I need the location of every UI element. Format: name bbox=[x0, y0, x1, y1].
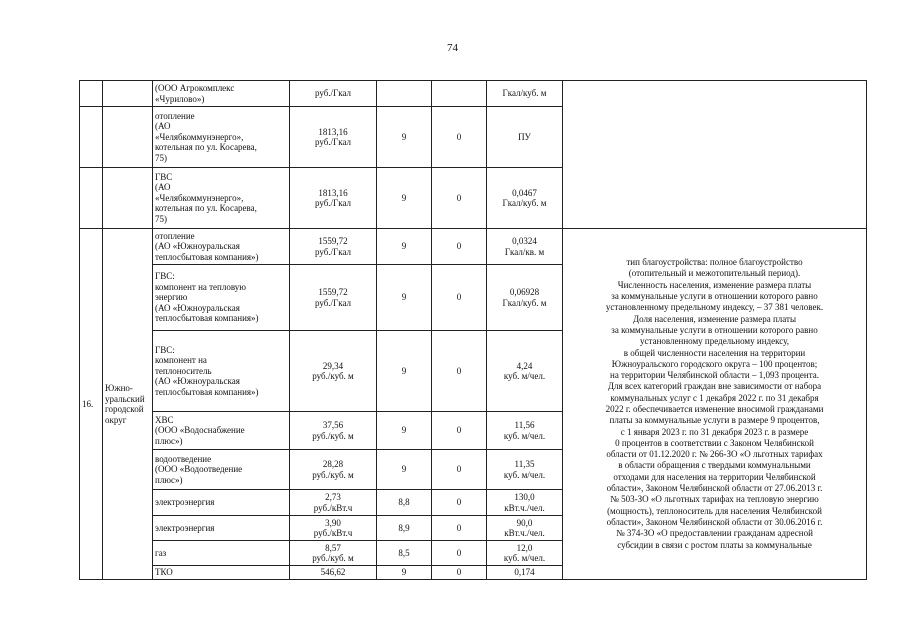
service-name-cell-line: плюс») bbox=[155, 435, 183, 446]
note-cell-line: за коммунальные услуги в отношении которого равно bbox=[611, 324, 818, 335]
tariff-cell-line: 546,62 bbox=[320, 567, 346, 578]
tariff-cell-line: 1813,16 bbox=[318, 126, 348, 137]
volume-cell-line: 130,0 bbox=[514, 492, 535, 502]
table-row bbox=[80, 81, 867, 107]
tariff-cell bbox=[290, 490, 377, 516]
note-cell-line: Доля населения, изменение размера платы bbox=[632, 313, 797, 324]
tariff-cell-line: руб./Гкал bbox=[314, 198, 352, 208]
note-cell-line: Численность населения, изменение размера платы bbox=[617, 279, 812, 290]
service-name-cell-line: отопление bbox=[155, 230, 195, 241]
note-cell-line: коммунальных услуг с 1 декабря 2022 г. по 31 декабря bbox=[610, 392, 819, 403]
tariff-cell-line: 1559,72 bbox=[318, 236, 348, 246]
volume-cell bbox=[487, 229, 563, 265]
volume-cell-line: Гкал/куб. м bbox=[502, 88, 547, 99]
note-cell-line: субсидии в связи с ростом платы за коммунальные bbox=[617, 539, 812, 550]
index-cell: 9 bbox=[377, 412, 432, 450]
tariff-cell bbox=[290, 516, 377, 541]
service-name-cell-line: ГВС: bbox=[155, 344, 175, 355]
note-cell-line: платы за коммунальные услуги в размере 9 процентов, bbox=[609, 415, 820, 426]
tariff-cell-line: 8,57 bbox=[325, 542, 341, 553]
volume-cell-line: 0,174 bbox=[514, 567, 535, 578]
volume-cell bbox=[487, 450, 563, 490]
tariff-cell-line: руб./куб. м bbox=[312, 430, 354, 441]
volume-cell-line: 12,0 bbox=[516, 542, 533, 553]
service-name-cell bbox=[153, 229, 290, 265]
service-name-cell-line: (АО «Южноуральская bbox=[155, 241, 240, 252]
volume-cell-line: 0,0324 bbox=[512, 236, 537, 246]
tariff-cell bbox=[290, 107, 377, 168]
service-name-cell bbox=[153, 412, 290, 450]
service-name-cell-line: (АО «Южноуральская bbox=[155, 302, 240, 313]
tariff-cell-line: руб./Гкал bbox=[314, 88, 352, 99]
service-name-cell-line: ТКО bbox=[155, 567, 173, 578]
volume-cell bbox=[487, 168, 563, 229]
service-name-cell-line: электроэнергия bbox=[155, 522, 215, 533]
growth-cell: 0 bbox=[432, 566, 487, 580]
growth-cell: 0 bbox=[432, 107, 487, 168]
note-cell bbox=[563, 229, 867, 580]
service-name-cell bbox=[153, 81, 290, 107]
index-cell: 9 bbox=[377, 331, 432, 412]
table-row bbox=[80, 229, 867, 265]
volume-cell-line: кВт.ч./чел. bbox=[504, 502, 545, 513]
note-cell-line: Для всех категорий граждан вне зависимости от набора bbox=[607, 381, 822, 392]
note-cell-line: установленному предельному индексу, bbox=[640, 336, 789, 347]
tariff-table bbox=[79, 80, 867, 580]
municipality-cell bbox=[103, 107, 153, 168]
service-name-cell-line: «Челябкоммунэнерго», bbox=[155, 192, 244, 203]
volume-cell bbox=[487, 541, 563, 566]
note-cell-line: области», Законом Челябинской области от 30.06.2016 г. bbox=[606, 516, 823, 527]
volume-cell-line: 90,0 bbox=[516, 517, 533, 528]
service-name-cell-line: энергию bbox=[155, 292, 188, 303]
tariff-cell-line: руб./куб. м bbox=[312, 469, 354, 480]
tariff-cell bbox=[290, 541, 377, 566]
service-name-cell-line: (АО bbox=[155, 121, 171, 132]
page-number: 74 bbox=[447, 42, 458, 54]
index-cell: 9 bbox=[377, 566, 432, 580]
note-cell-line: в области обращения с твердыми коммунальными bbox=[618, 460, 811, 471]
growth-cell: 0 bbox=[432, 450, 487, 490]
volume-cell-line: куб. м/чел. bbox=[503, 469, 546, 480]
row-number-cell: 16. bbox=[80, 229, 103, 580]
row-number-cell bbox=[80, 107, 103, 168]
index-cell: 9 bbox=[377, 265, 432, 331]
tariff-cell-line: руб./кВт.ч bbox=[313, 502, 353, 513]
tariff-cell bbox=[290, 566, 377, 580]
index-cell: 8,9 bbox=[377, 516, 432, 541]
volume-cell-line: 4,24 bbox=[516, 360, 533, 371]
volume-cell-line: куб. м/чел. bbox=[503, 553, 546, 563]
service-name-cell bbox=[153, 107, 290, 168]
service-name-cell-line: компонент на bbox=[155, 355, 207, 366]
volume-cell-line: Гкал/куб. м bbox=[502, 297, 547, 308]
volume-cell-line: 0,0467 bbox=[512, 187, 537, 198]
index-cell: 9 bbox=[377, 229, 432, 265]
service-name-cell bbox=[153, 490, 290, 516]
row-number-cell bbox=[80, 81, 103, 107]
volume-cell-line: кВт.ч./чел. bbox=[504, 528, 545, 538]
volume-cell bbox=[487, 331, 563, 412]
volume-cell bbox=[487, 81, 563, 107]
service-name-cell-line: «Челябкоммунэнерго», bbox=[155, 131, 244, 142]
municipality-cell-line: городской bbox=[105, 404, 144, 414]
index-cell: 8,5 bbox=[377, 541, 432, 566]
service-name-cell-line: теплосбытовая компания») bbox=[155, 386, 259, 397]
note-cell-line: 0 процентов в соответствии с Законом Челябинской bbox=[615, 437, 814, 448]
growth-cell: 0 bbox=[432, 541, 487, 566]
service-name-cell bbox=[153, 168, 290, 229]
note-cell-line: (отопительный и межотопительный период). bbox=[628, 268, 801, 279]
note-cell-line: Южноуральского городского округа – 100 процентов; bbox=[611, 358, 818, 369]
volume-cell bbox=[487, 516, 563, 541]
note-cell-line: № 503-ЗО «О льготных тарифах на тепловую энергию bbox=[610, 494, 819, 505]
service-name-cell-line: 75) bbox=[155, 152, 167, 163]
service-name-cell-line: (АО bbox=[155, 182, 171, 193]
service-name-cell-line: (ООО Агрокомплекс bbox=[155, 83, 235, 93]
volume-cell bbox=[487, 412, 563, 450]
service-name-cell-line: теплосбытовая компания») bbox=[155, 251, 259, 262]
service-name-cell-line: компонент на тепловую bbox=[155, 281, 247, 292]
note-cell-line: отходами для населения на территории Челябинской bbox=[613, 471, 816, 482]
municipality-cell-line: Южно- bbox=[105, 383, 133, 393]
municipality-cell bbox=[103, 81, 153, 107]
service-name-cell-line: ГВС bbox=[155, 171, 173, 182]
index-cell: 8,8 bbox=[377, 490, 432, 516]
growth-cell: 0 bbox=[432, 229, 487, 265]
volume-cell-line: куб. м/чел. bbox=[503, 371, 546, 381]
index-cell bbox=[377, 81, 432, 107]
service-name-cell-line: отопление bbox=[155, 110, 195, 121]
tariff-cell bbox=[290, 412, 377, 450]
volume-cell-line: куб. м/чел. bbox=[503, 430, 546, 441]
service-name-cell-line: электроэнергия bbox=[155, 497, 215, 508]
tariff-cell-line: 3,90 bbox=[325, 517, 341, 528]
tariff-cell-line: 2,73 bbox=[325, 492, 341, 502]
tariff-cell-line: руб./Гкал bbox=[314, 246, 352, 257]
municipality-cell-line: уральский bbox=[105, 393, 145, 404]
note-cell-line: установленному предельному индексу, – 37 381 человек. bbox=[605, 302, 824, 313]
tariff-cell-line: 29,34 bbox=[322, 360, 344, 371]
service-name-cell bbox=[153, 516, 290, 541]
service-name-cell-line: плюс») bbox=[155, 474, 183, 485]
volume-cell-line: 11,56 bbox=[514, 420, 535, 430]
growth-cell: 0 bbox=[432, 412, 487, 450]
volume-cell-line: ПУ bbox=[518, 131, 531, 142]
note-cell-line: области», Законом Челябинской области от 27.06.2013 г. bbox=[606, 483, 823, 494]
tariff-cell bbox=[290, 229, 377, 265]
service-name-cell-line: ХВС bbox=[155, 414, 174, 425]
service-name-cell-line: ГВС: bbox=[155, 271, 175, 282]
volume-cell-line: 11,35 bbox=[514, 459, 535, 469]
volume-cell-line: Гкал/кв. м bbox=[504, 246, 545, 257]
service-name-cell-line: (АО «Южноуральская bbox=[155, 376, 240, 387]
growth-cell: 0 bbox=[432, 516, 487, 541]
tariff-cell-line: руб./куб. м bbox=[312, 371, 354, 381]
service-name-cell-line: котельная по ул. Косарева, bbox=[155, 203, 257, 214]
tariff-cell bbox=[290, 81, 377, 107]
service-name-cell-line: газ bbox=[155, 547, 167, 558]
service-name-cell bbox=[153, 541, 290, 566]
note-cell-line: с 1 января 2023 г. по 31 декабря 2023 г. в размере bbox=[620, 426, 809, 437]
tariff-cell-line: руб./Гкал bbox=[314, 137, 352, 147]
tariff-cell bbox=[290, 450, 377, 490]
tariff-cell-line: 28,28 bbox=[322, 459, 344, 469]
note-cell-line: (мощность), теплоноситель для населения Челябинской bbox=[607, 505, 822, 516]
service-name-cell-line: теплосбытовая компания») bbox=[155, 313, 259, 324]
service-name-cell-line: теплоноситель bbox=[155, 365, 212, 376]
tariff-cell bbox=[290, 168, 377, 229]
tariff-cell-line: руб./Гкал bbox=[314, 297, 352, 308]
growth-cell bbox=[432, 81, 487, 107]
volume-cell bbox=[487, 265, 563, 331]
note-cell-top bbox=[563, 81, 867, 229]
note-cell-line: за коммунальные услуги в отношении которого равно bbox=[611, 291, 818, 302]
service-name-cell bbox=[153, 331, 290, 412]
row-number-cell bbox=[80, 168, 103, 229]
service-name-cell bbox=[153, 450, 290, 490]
volume-cell bbox=[487, 107, 563, 168]
growth-cell: 0 bbox=[432, 168, 487, 229]
tariff-cell-line: руб./кВт.ч bbox=[313, 528, 353, 538]
service-name-cell-line: (ООО «Водоотведение bbox=[155, 464, 243, 475]
service-name-cell-line: котельная по ул. Косарева, bbox=[155, 142, 257, 153]
growth-cell: 0 bbox=[432, 265, 487, 331]
tariff-cell-line: 1559,72 bbox=[318, 287, 348, 297]
tariff-cell-line: руб./куб. м bbox=[312, 553, 354, 563]
note-cell-line: области от 01.12.2020 г. № 266-ЗО «О льготных тарифах bbox=[606, 449, 823, 460]
service-name-cell-line: «Чурилово») bbox=[155, 93, 205, 104]
service-name-cell bbox=[153, 265, 290, 331]
note-cell-line: на территории Челябинской области – 1,093 процента. bbox=[610, 370, 819, 381]
tariff-cell bbox=[290, 331, 377, 412]
growth-cell: 0 bbox=[432, 490, 487, 516]
index-cell: 9 bbox=[377, 168, 432, 229]
note-cell-line: № 374-ЗО «О предоставлении гражданам адресной bbox=[616, 528, 813, 539]
index-cell: 9 bbox=[377, 450, 432, 490]
volume-cell-line: Гкал/куб. м bbox=[502, 198, 547, 208]
note-cell-line: 2022 г. обеспечивается изменение вносимой гражданами bbox=[605, 404, 824, 414]
service-name-cell-line: 75) bbox=[155, 213, 167, 224]
municipality-cell bbox=[103, 229, 153, 580]
tariff-cell-line: 37,56 bbox=[322, 420, 344, 430]
tariff-cell-line: 1813,16 bbox=[318, 187, 348, 198]
service-name-cell bbox=[153, 566, 290, 580]
volume-cell-line: 0,06928 bbox=[509, 287, 540, 297]
index-cell: 9 bbox=[377, 107, 432, 168]
municipality-cell-line: округ bbox=[105, 414, 127, 425]
note-cell-line: в общей численности населения на территории bbox=[623, 347, 806, 358]
service-name-cell-line: водоотведение bbox=[155, 453, 212, 464]
tariff-cell bbox=[290, 265, 377, 331]
note-cell-line: тип благоустройства: полное благоустройство bbox=[626, 257, 803, 268]
service-name-cell-line: (ООО «Водоснабжение bbox=[155, 425, 245, 436]
volume-cell bbox=[487, 566, 563, 580]
municipality-cell bbox=[103, 168, 153, 229]
growth-cell: 0 bbox=[432, 331, 487, 412]
volume-cell bbox=[487, 490, 563, 516]
